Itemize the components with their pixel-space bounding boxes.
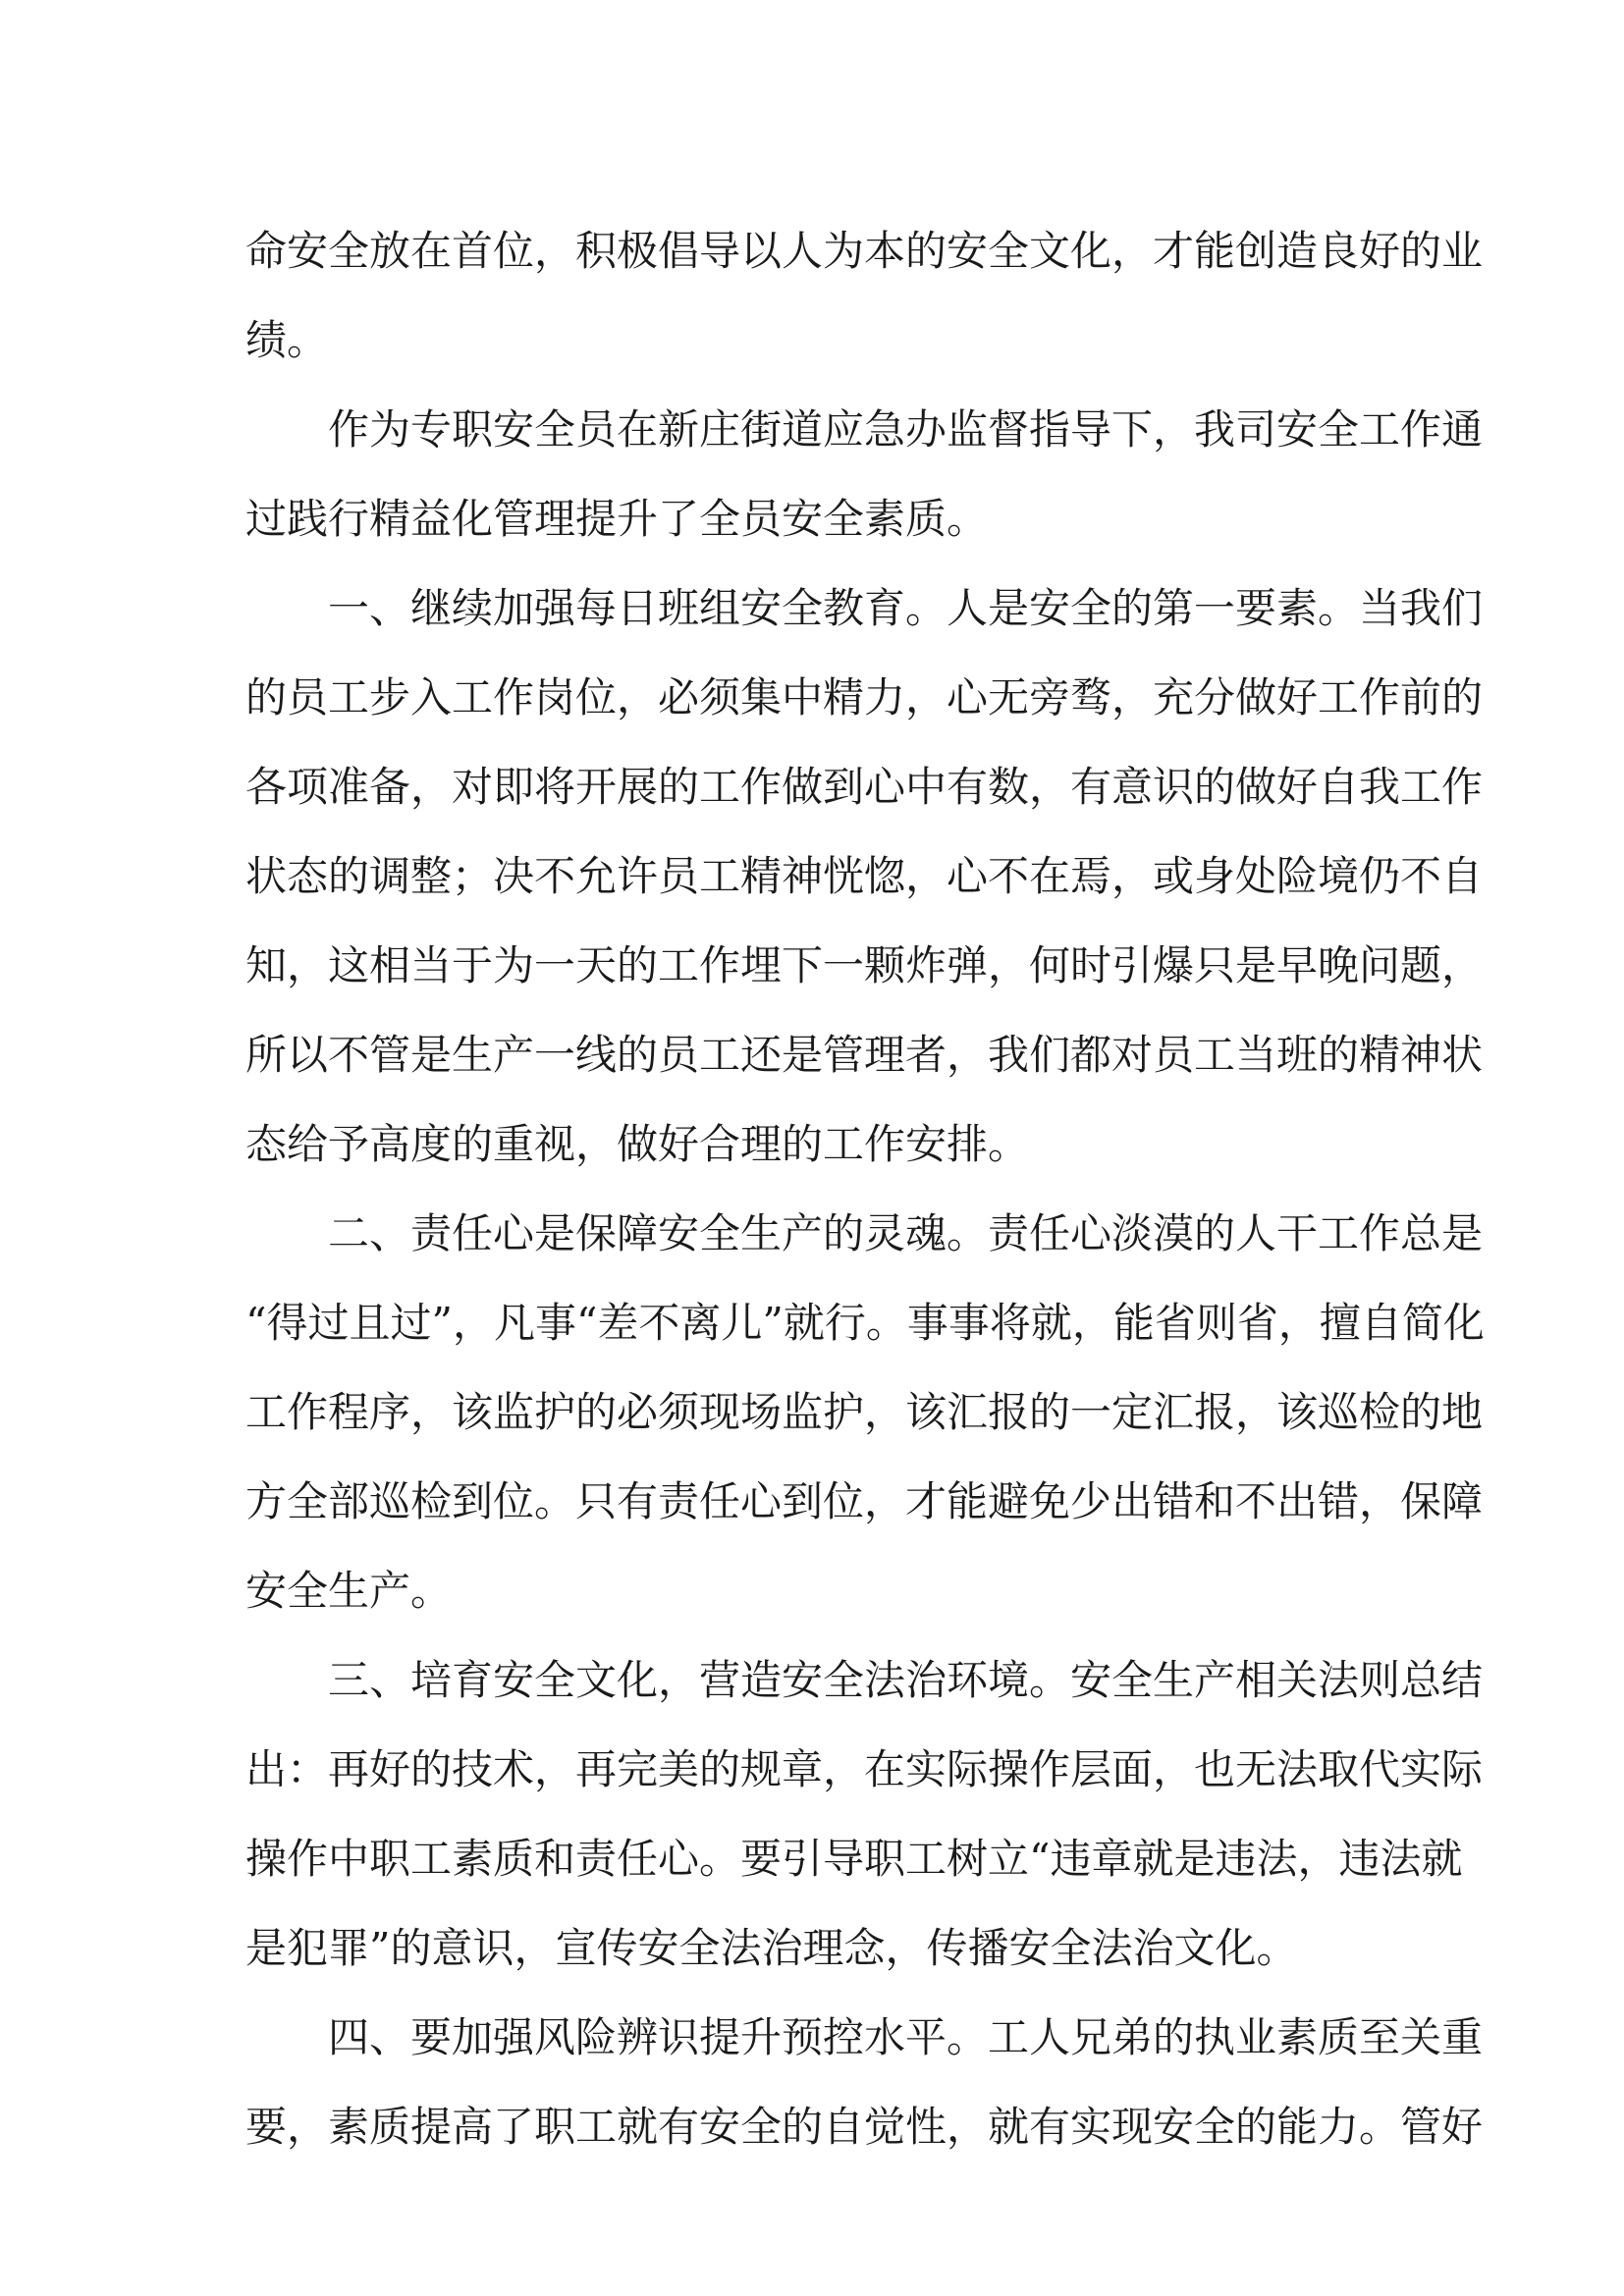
text-line: 过践行精益化管理提升了全员安全素质。 [245, 495, 989, 543]
text-line: 工作程序，该监护的必须现场监护，该汇报的一定汇报，该巡检的地 [245, 1388, 1484, 1436]
text-line: 命安全放在首位，积极倡导以人为本的安全文化，才能创造良好的业 [245, 227, 1484, 275]
paragraph-first-line: 二、责任心是保障安全生产的灵魂。责任心淡漠的人干工作总是 [328, 1209, 1484, 1257]
text-line: 安全生产。 [245, 1567, 453, 1615]
paragraph-first-line: 作为专职安全员在新庄街道应急办监督指导下，我司安全工作通 [328, 405, 1484, 454]
text-line: 各项准备，对即将开展的工作做到心中有数，有意识的做好自我工作 [245, 763, 1484, 811]
text-line: “得过且过”，凡事“差不离儿”就行。事事将就，能省则省，擅自简化 [245, 1299, 1485, 1347]
paragraph-first-line: 四、要加强风险辨识提升预控水平。工人兄弟的执业素质至关重 [328, 2013, 1484, 2061]
paragraph-first-line: 一、继续加强每日班组安全教育。人是安全的第一要素。当我们 [328, 584, 1484, 632]
document-body [245, 206, 1485, 2171]
text-line: 状态的调整；决不允许员工精神恍惚，心不在焉，或身处险境仍不自 [245, 852, 1484, 900]
text-line: 所以不管是生产一线的员工还是管理者，我们都对员工当班的精神状 [245, 1031, 1484, 1079]
text-line: 操作中职工素质和责任心。要引导职工树立“违章就是违法，违法就 [245, 1835, 1463, 1883]
text-line: 绩。 [245, 316, 329, 364]
text-line: 知，这相当于为一天的工作埋下一颗炸弹，何时引爆只是早晚问题， [245, 941, 1484, 989]
text-line: 的员工步入工作岗位，必须集中精力，心无旁骛，充分做好工作前的 [245, 673, 1484, 721]
text-line: 出：再好的技术，再完美的规章，在实际操作层面，也无法取代实际 [245, 1745, 1484, 1793]
text-line: 要，素质提高了职工就有安全的自觉性，就有实现安全的能力。管好 [245, 2103, 1484, 2151]
text-line: 方全部巡检到位。只有责任心到位，才能避免少出错和不出错，保障 [245, 1477, 1484, 1525]
text-line: 态给予高度的重视，做好合理的工作安排。 [245, 1120, 1030, 1168]
text-line: 是犯罪”的意识，宣传安全法治理念，传播安全法治文化。 [245, 1924, 1298, 1972]
paragraph-first-line: 三、培育安全文化，营造安全法治环境。安全生产相关法则总结 [328, 1656, 1484, 1704]
